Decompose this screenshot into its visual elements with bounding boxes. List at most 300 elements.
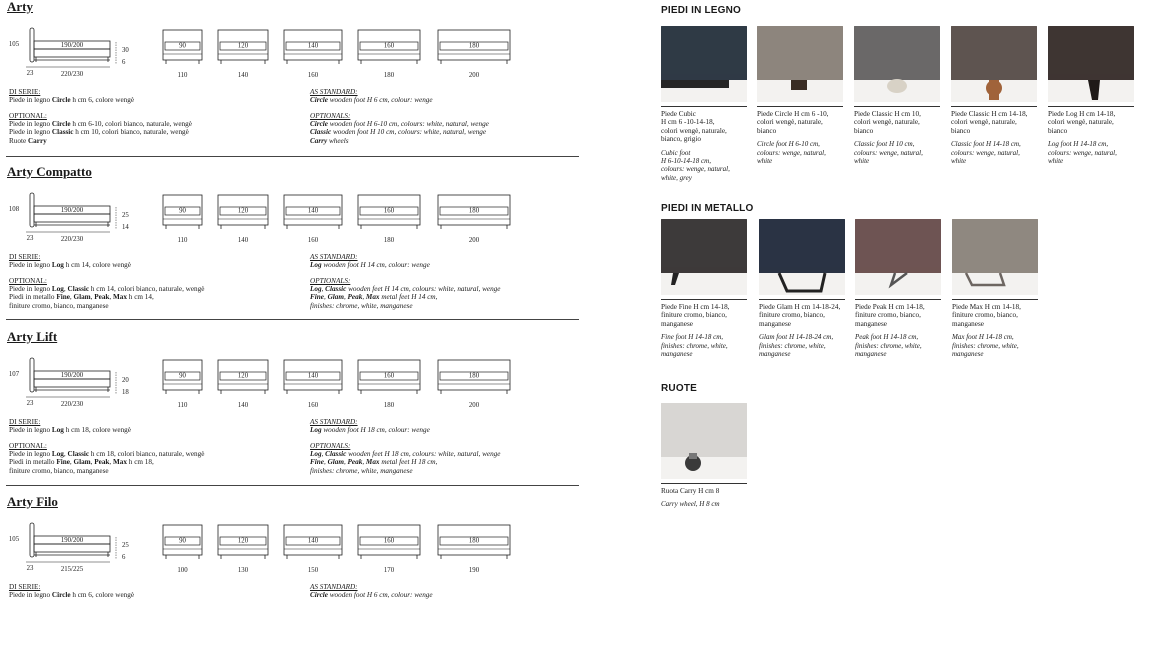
optional-it-head: OPTIONAL: [9,112,47,120]
total-width-label: 160 [307,237,319,243]
std-en-text: wooden foot H 6 cm, colour: wenge [327,591,433,600]
optional-en [310,442,500,475]
caption-line: manganese [952,349,984,358]
std-it-text: h cm 6, colore wengè [70,591,135,600]
opt-en-bold: Carry [310,136,328,145]
classic-small-photo [854,26,940,102]
caption-line: Log foot H 14-18 cm, [1048,140,1109,149]
optional-it-line [9,450,204,458]
wooden-foot-image [854,26,940,102]
opt-it-text: , [63,450,68,459]
mattress-label: 190/200 [60,42,84,49]
caption-line: finiture cromo, bianco, [855,311,921,320]
optional-it-line [9,467,204,475]
wheel-card [661,403,747,509]
caption-line: Fine foot H 14-18 cm, [661,333,724,342]
metal-foot-image [855,219,941,295]
optional-en-head: OPTIONALS: [310,442,351,450]
wooden-foot-caption-en [854,140,940,165]
bed-section [0,165,580,325]
standard-it-head: DI SERIE: [9,88,41,96]
ext-label-1: 25 [122,542,129,549]
total-width-label: 110 [177,72,188,78]
standard-it [9,418,131,434]
optional-it-line [9,120,192,128]
ext-label-2: 6 [122,554,126,561]
length-label: 220/230 [60,401,84,408]
caption-line: Peak foot H 14-18 cm, [855,333,919,342]
total-width-label: 200 [468,402,480,408]
std-it-bold: Log [51,426,64,435]
width-label: 160 [383,42,395,50]
caption-line: white, grey [661,173,692,182]
standard-it-head: DI SERIE: [9,253,41,261]
standard-it-line [9,96,134,104]
opt-it-text: Piede in legno [9,285,52,294]
standard-en-line [310,96,433,104]
wooden-foot-card [1048,26,1134,165]
total-width-label: 200 [468,237,480,243]
opt-it-bold: Glam [73,293,91,302]
length-label: 220/230 [60,236,84,243]
total-width-label: 140 [237,237,249,243]
std-it-text: h cm 6, colore wengè [70,96,135,105]
opt-it-bold: Max [113,458,127,467]
ext-label-2: 14 [122,224,129,231]
opt-en-text: , [362,293,366,302]
caption-line: manganese [952,319,984,328]
caption-line: finiture cromo, bianco, [759,311,825,320]
section-title: Arty [7,0,33,14]
bed-section [0,495,580,655]
standard-en [310,583,433,599]
peak-photo [855,219,941,295]
total-width-label: 160 [307,72,319,78]
caption-line: Max foot H 14-18 cm, [952,333,1014,342]
optional-en-line [310,285,500,293]
opt-en-bold: Fine [310,458,324,467]
standard-it-line [9,591,134,599]
std-en-bold: Circle [310,96,328,105]
opt-en-text: wooden feet H 14 cm, colours: white, natural, wenge [346,285,501,294]
bed-section [0,330,580,490]
wooden-foot-caption-en [661,149,747,182]
caption-rule [757,106,843,107]
wheel-photo [661,403,747,479]
opt-it-text: , [109,293,114,302]
bed-dimension-drawing [0,185,520,243]
caption-line: colori wengè, naturale, [757,118,823,127]
opt-it-text: finiture cromo, bianco, manganese [9,466,109,475]
caption-line: white [854,156,870,165]
caption-line: H cm 6 -10-14-18, [661,118,715,127]
opt-en-bold: Glam [327,458,344,467]
std-en-bold: Log [310,426,322,435]
opt-it-text: Piede in legno [9,450,52,459]
width-label: 90 [179,42,186,50]
ext-label-2: 6 [122,59,126,66]
caption-line: bianco [951,126,971,135]
opt-en-bold: Max [365,458,380,467]
optional-en-line [310,128,489,136]
opt-en-bold: Classic [325,285,347,294]
caption-line: colori wengè, naturale, [1048,118,1114,127]
opt-en-text: , [343,458,348,467]
total-width-label: 180 [383,237,395,243]
std-it-bold: Circle [51,591,71,600]
width-label: 90 [179,372,186,380]
log-photo [1048,26,1134,102]
max-photo [952,219,1038,295]
total-width-label: 140 [237,72,249,78]
opt-it-bold: Classic [67,285,90,294]
caption-line: Piede Classic H cm 10, [854,110,921,118]
caption-line: finishes: chrome, white, [661,341,728,350]
leg-label: 23 [26,400,34,407]
total-width-label: 110 [177,237,188,243]
length-label: 215/225 [60,566,84,573]
opt-en-text: , [362,458,366,467]
caption-rule [661,106,747,107]
caption-line: Piede Classic H cm 14-18, [951,110,1028,118]
standard-en [310,253,430,269]
opt-en-text: metal feet H 18 cm, [379,458,438,467]
width-label: 90 [179,537,186,545]
width-label: 160 [383,537,395,545]
metal-foot-card [855,219,941,358]
metal-foot-caption-it [952,303,1038,328]
wooden-foot-card [661,26,747,182]
std-en-bold: Log [310,261,322,270]
opt-it-text: h cm 14, [127,293,154,302]
section-title: Arty Filo [7,494,58,509]
caption-line: white [757,156,773,165]
wooden-foot-caption-it [951,110,1037,135]
width-label: 120 [237,537,249,545]
optional-it-line [9,128,192,136]
width-label: 90 [179,207,186,215]
opt-it-bold: Max [113,293,127,302]
opt-it-bold: Glam [73,458,91,467]
bed-section [0,0,580,160]
caption-line: colours: wenge, natural, [854,148,923,157]
width-label: 140 [307,207,319,215]
caption-rule [661,299,747,300]
metal-foot-caption-en [759,333,845,358]
optional-en-line [310,467,500,475]
opt-en-text: wooden foot H 10 cm, colours: white, natural, wenge [331,128,487,137]
std-it-text: h cm 18, colore wengè [63,426,131,435]
wooden-foot-caption-it [661,110,747,144]
caption-line: Piede Peak H cm 14-18, [855,303,925,311]
ext-label-1: 30 [122,47,129,54]
opt-en-text: , [321,450,326,459]
standard-it [9,88,134,104]
width-label: 180 [468,207,480,215]
caption-line: colours: wenge, natural, [951,148,1020,157]
caption-line: bianco, grigio [661,135,701,144]
total-width-label: 150 [307,567,319,573]
standard-it-head: DI SERIE: [9,583,41,591]
caption-line: Ruota Carry H cm 8 [661,487,720,495]
optional-en-head: OPTIONALS: [310,277,351,285]
total-width-label: 190 [468,567,480,573]
standard-en-line [310,261,430,269]
opt-it-text: , [69,458,74,467]
metal-foot-image [661,219,747,295]
leg-label: 23 [26,235,34,242]
caption-line: H 6-10-14-18 cm, [661,156,711,165]
wooden-foot-caption-en [757,140,843,165]
wooden-foot-card [951,26,1037,165]
caption-line: Circle foot H 6-10 cm, [757,140,820,149]
caption-line: colours: wenge, natural, [1048,148,1117,157]
opt-it-text: h cm 14, colori bianco, naturale, wengè [89,285,205,294]
optional-en-line [310,293,500,301]
standard-en-head: AS STANDARD: [310,88,358,96]
caption-line: Classic foot H 10 cm, [854,140,915,149]
opt-it-text: , [69,293,74,302]
section-title: Arty Lift [7,329,58,344]
standard-en-head: AS STANDARD: [310,418,358,426]
metal-foot-card [759,219,845,358]
std-en-text: wooden foot H 6 cm, colour: wenge [327,96,433,105]
mattress-label: 190/200 [60,537,84,544]
wheel-image [661,403,747,479]
caption-line: finishes: chrome, white, [759,341,826,350]
metal-foot-caption-it [759,303,845,328]
mattress-label: 190/200 [60,207,84,214]
std-en-bold: Circle [310,591,328,600]
metal-foot-image [952,219,1038,295]
optional-it-line [9,458,204,466]
caption-line: bianco [757,126,777,135]
height-label: 108 [8,206,20,213]
height-label: 105 [8,536,20,543]
classic-tall-photo [951,26,1037,102]
standard-en-line [310,591,433,599]
opt-en-text: , [321,285,326,294]
std-it-bold: Log [51,261,64,270]
optional-en-line [310,458,500,466]
opt-en-bold: Circle [310,120,328,129]
standard-it-head: DI SERIE: [9,418,41,426]
wooden-foot-caption-it [854,110,940,135]
opt-en-text: wheels [327,136,349,145]
optional-en-line [310,137,489,145]
circle-photo [757,26,843,102]
opt-it-bold: Peak [94,458,110,467]
opt-en-text: finishes: chrome, white, manganese [310,466,413,475]
standard-it-line [9,261,131,269]
opt-en-bold: Max [365,293,380,302]
ext-label-2: 18 [122,389,129,396]
wooden-foot-caption-it [757,110,843,135]
metal-foot-caption-it [855,303,941,328]
total-width-label: 200 [468,72,480,78]
caption-line: manganese [759,319,791,328]
optional-it-head: OPTIONAL: [9,442,47,450]
bed-dimension-drawing [0,350,520,408]
caption-line: Piede Fine H cm 14-18, [661,303,730,311]
std-it-text: Piede in legno [9,96,52,105]
glam-photo [759,219,845,295]
width-label: 180 [468,42,480,50]
opt-it-text: h cm 10, colori bianco, naturale, wengè [73,128,189,137]
optional-en-line [310,120,489,128]
fine-photo [661,219,747,295]
wooden-foot-caption-en [1048,140,1134,165]
optional-it [9,112,192,145]
cubic-photo [661,26,747,102]
std-it-text: h cm 14, colore wengè [63,261,131,270]
opt-en-bold: Classic [310,128,332,137]
wooden-foot-image [951,26,1037,102]
mattress-label: 190/200 [60,372,84,379]
opt-it-text: h cm 6-10, colori bianco, naturale, wengè [70,120,192,129]
ext-label-1: 20 [122,377,129,384]
standard-en [310,88,433,104]
caption-rule [952,299,1038,300]
opt-it-bold: Fine [56,458,70,467]
width-label: 140 [307,537,319,545]
opt-it-text: Piede in legno [9,120,52,129]
leg-label: 23 [26,70,34,77]
total-width-label: 110 [177,402,188,408]
caption-rule [951,106,1037,107]
std-it-text: Piede in legno [9,426,52,435]
wooden-foot-card [854,26,940,165]
metal-foot-image [759,219,845,295]
caption-line: colours: wenge, natural, [661,165,730,174]
opt-en-bold: Log [310,450,322,459]
caption-line: Carry wheel, H 8 cm [661,500,720,509]
caption-line: Piede Max H cm 14-18, [952,303,1021,311]
metal-foot-caption-it [661,303,747,328]
std-it-bold: Circle [51,96,71,105]
caption-line: bianco [1048,126,1068,135]
piedi-legno-heading: PIEDI IN LEGNO [661,5,742,16]
opt-en-bold: Log [310,285,322,294]
std-en-text: wooden foot H 18 cm, colour: wenge [321,426,430,435]
optional-it [9,277,204,310]
width-label: 120 [237,207,249,215]
total-width-label: 160 [307,402,319,408]
wooden-foot-image [1048,26,1134,102]
width-label: 160 [383,372,395,380]
optional-en-line [310,450,500,458]
width-label: 140 [307,372,319,380]
opt-it-text: , [109,458,114,467]
optional-it [9,442,204,475]
caption-line: manganese [759,349,791,358]
opt-it-bold: Circle [51,120,71,129]
caption-line: Cubic foot [661,148,691,157]
caption-line: manganese [855,349,887,358]
opt-en-text: finishes: chrome, white, manganese [310,301,413,310]
caption-line: manganese [661,349,693,358]
height-label: 107 [8,371,20,378]
height-label: 105 [8,41,20,48]
opt-en-text: , [323,458,328,467]
std-it-text: Piede in legno [9,261,52,270]
caption-line: Glam foot H 14-18-24 cm, [759,333,834,342]
total-width-label: 180 [383,72,395,78]
caption-line: finiture cromo, bianco, [952,311,1018,320]
width-label: 180 [468,537,480,545]
opt-en-text: wooden foot H 6-10 cm, colours: white, natural, wenge [327,120,489,129]
bed-dimension-drawing [0,515,520,573]
std-en-text: wooden foot H 14 cm, colour: wenge [321,261,430,270]
caption-line: colori wengè, naturale, [854,118,920,127]
standard-en [310,418,430,434]
standard-it-line [9,426,131,434]
leg-label: 23 [26,565,34,572]
caption-line: finiture cromo, bianco, [661,311,727,320]
total-width-label: 100 [177,567,188,573]
standard-en-head: AS STANDARD: [310,583,358,591]
total-width-label: 170 [383,567,395,573]
std-it-text: Piede in legno [9,591,52,600]
opt-it-text: , [90,458,95,467]
caption-rule [759,299,845,300]
optional-en [310,112,489,145]
bed-dimension-drawing [0,20,520,78]
opt-en-bold: Glam [327,293,344,302]
piedi-metallo-heading: PIEDI IN METALLO [661,203,754,214]
total-width-label: 130 [237,567,249,573]
wooden-foot-image [661,26,747,102]
opt-it-bold: Carry [27,136,47,145]
caption-line: colori wengè, naturale, [661,126,727,135]
caption-rule [854,106,940,107]
caption-rule [661,483,747,484]
wooden-foot-caption-it [1048,110,1134,135]
total-width-label: 140 [237,402,249,408]
optional-it-line [9,137,192,145]
opt-it-bold: Log [51,285,64,294]
caption-line: Piede Log H cm 14-18, [1048,110,1116,118]
caption-line: Piede Glam H cm 14-18-24, [759,303,841,311]
caption-rule [855,299,941,300]
optional-it-head: OPTIONAL: [9,277,47,285]
opt-en-bold: Peak [347,293,363,302]
ruote-heading: RUOTE [661,383,697,394]
optional-en-head: OPTIONALS: [310,112,351,120]
opt-it-text: , [90,293,95,302]
length-label: 220/230 [60,71,84,78]
metal-foot-card [952,219,1038,358]
caption-line: colours: wenge, natural, [757,148,826,157]
section-title: Arty Compatto [7,164,92,179]
optional-it-line [9,293,204,301]
opt-it-text: h cm 18, [127,458,154,467]
opt-it-bold: Classic [51,128,74,137]
metal-foot-caption-en [952,333,1038,358]
opt-it-text: Ruote [9,136,28,145]
opt-it-text: Piedi in metallo [9,293,57,302]
caption-line: finishes: chrome, white, [952,341,1019,350]
wheel-caption-en [661,500,747,508]
wooden-foot-image [757,26,843,102]
opt-en-text: metal feet H 14 cm, [379,293,438,302]
caption-rule [1048,106,1134,107]
metal-foot-card [661,219,747,358]
wheel-caption-it [661,487,747,495]
opt-it-bold: Fine [56,293,70,302]
metal-foot-caption-en [661,333,747,358]
opt-it-text: finiture cromo, bianco, manganese [9,301,109,310]
